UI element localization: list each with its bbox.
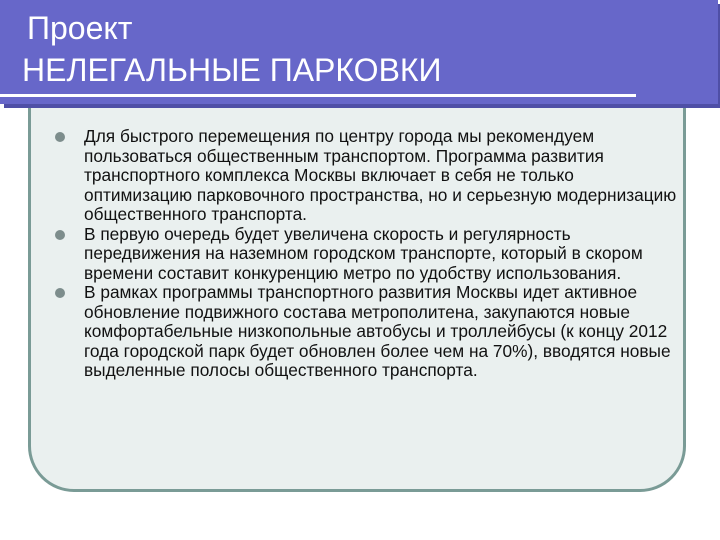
- bullet-dot-icon: [55, 132, 65, 142]
- title-underline: [0, 94, 636, 97]
- slide-title-line1: Проект: [27, 10, 133, 46]
- slide-title-line2: НЕЛЕГАЛЬНЫЕ ПАРКОВКИ: [22, 52, 442, 88]
- bullet-dot-icon: [55, 230, 65, 240]
- bullet-item-2: [52, 225, 682, 284]
- bullet-item-1: [52, 127, 682, 225]
- bullet-text-1: Для быстрого перемещения по центру города мы рекомендуем пользоваться общественным транспортом. Программа развития транспортного комплекса Москвы включает в себя не только оптимизацию парковочного пространства, но и серьезную модернизацию общественного транспорта.: [84, 126, 677, 224]
- bullet-dot-icon: [55, 288, 65, 298]
- bullet-text-3: В рамках программы транспортного развития Москвы идет активное обновление подвижного состава метрополитена, закупаются новые комфортабельные низкопольные автобусы и троллейбусы (к концу 2012 года городской парк будет обновлен более чем на 70%), вводятся новые выделенные полосы общественного транспорта.: [84, 282, 671, 380]
- title-band: [0, 0, 718, 104]
- bullet-list: [52, 127, 682, 381]
- bullet-text-2: В первую очередь будет увеличена скорость и регулярность передвижения на наземном городском транспорте, который в скором времени составит конкуренцию метро по удобству использования.: [84, 223, 643, 283]
- bullet-item-3: [52, 283, 682, 381]
